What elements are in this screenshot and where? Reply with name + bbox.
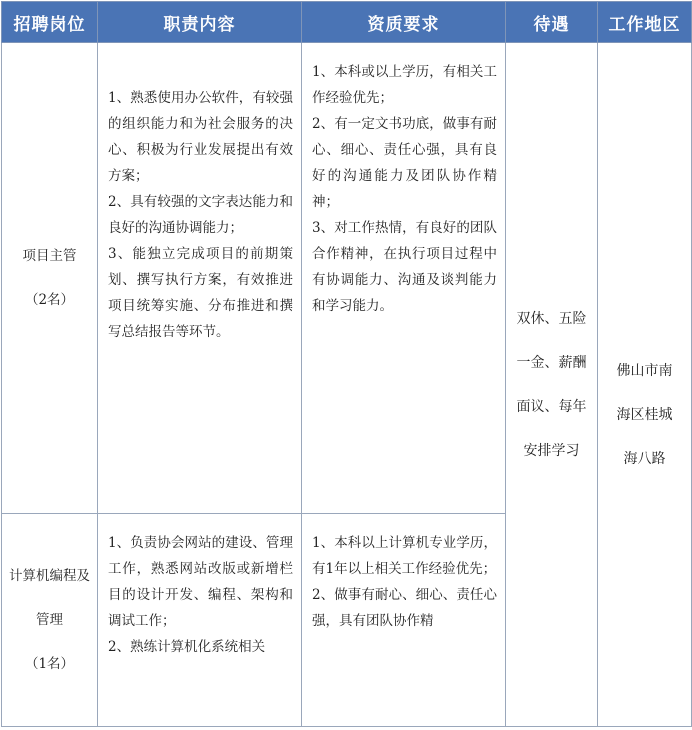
duty-item: 2、具有较强的文字表达能力和良好的沟通协调能力； [108,194,293,236]
requirement-item: 2、做事有耐心、细心、责任心强，具有团队协作精 [312,587,497,629]
position-cell [2,43,98,514]
requirement-item: 3、对工作热情，有良好的团队合作精神，在执行项目过程中有协调能力、沟通及谈判能力和学习能力。 [312,220,497,314]
duty-item: 1、负责协会网站的建设、管理工作，熟悉网站改版或新增栏目的设计开发、编程、架构和调试工作； [108,535,293,629]
duties-cell [98,514,302,727]
work-area-text: 佛山市南海区桂城海八路 [616,362,673,467]
recruitment-table [1,1,692,727]
duty-item: 1、熟悉使用办公软件，有较强的组织能力和为社会服务的决心、积极为行业发展提出有效方案； [108,90,293,184]
header-row [2,2,692,43]
header-work-area: 工作地区 [598,2,692,43]
requirement-item: 2、有一定文书功底，做事有耐心、细心、责任心强，具有良好的沟通能力及团队协作精神； [312,116,497,210]
requirements-cell [302,43,506,514]
benefits-text: 双休、五险一金、薪酬面议、每年安排学习 [516,310,587,459]
header-requirements: 资质要求 [302,2,506,43]
header-benefits: 待遇 [506,2,598,43]
position-count: （2名） [24,292,75,308]
position-cell [2,514,98,727]
duties-cell [98,43,302,514]
header-duties: 职责内容 [98,2,302,43]
requirement-item: 1、本科以上计算机专业学历，有1年以上相关工作经验优先； [312,535,497,577]
header-position: 招聘岗位 [2,2,98,43]
duty-item: 2、熟练计算机化系统相关 [108,639,266,655]
position-name: 项目主管 [22,248,77,264]
position-name: 计算机编程及管理 [9,568,90,628]
duty-item: 3、能独立完成项目的前期策划、撰写执行方案，有效推进项目统筹实施、分布推进和撰写总结报告等环节。 [108,246,293,340]
position-count: （1名） [24,656,75,672]
benefits-cell [506,43,598,727]
work-area-cell [598,43,692,727]
requirement-item: 1、本科或以上学历，有相关工作经验优先； [312,64,497,106]
table-row [2,43,692,514]
requirements-cell [302,514,506,727]
